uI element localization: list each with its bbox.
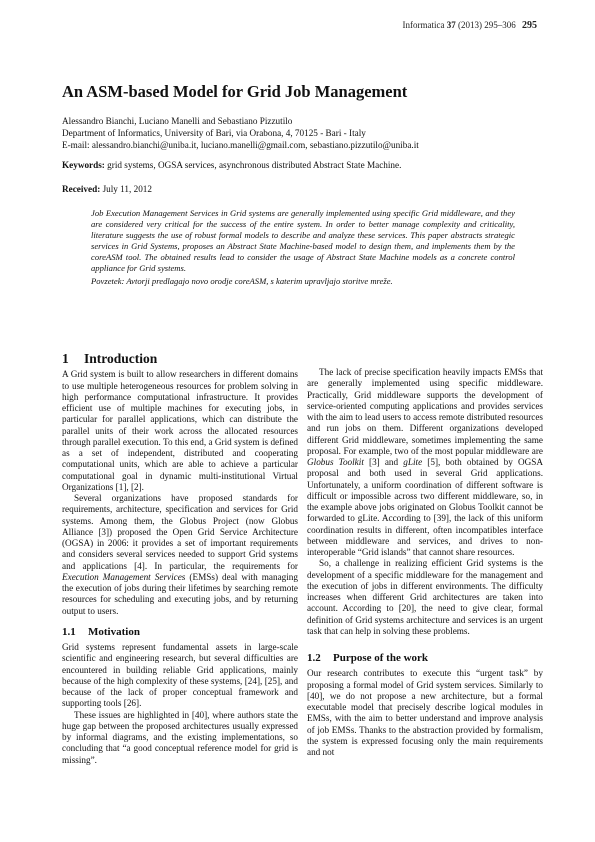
abstract-text: Job Execution Management Services in Grid systems are generally implemented using specific Grid middleware, and they are considered very critical for the success of the entire system. In order to better manage complexity and criticality, literature suggests the use of robust formal models to describe and analyze these services. This paper abstracts strategic services in Grid Systems, proposes an Abstract State Machine-based model to design them, and implements them by the coreASM tool. The obtained results lead to consider the usage of Abstract State Machine models as a concrete control appliance for Grid systems. <box>91 208 515 273</box>
intro-p3-text-b: [3] and <box>363 457 404 467</box>
abstract <box>91 208 515 287</box>
motivation-paragraph-1: Grid systems represent fundamental assets in large-scale scientific and engineering research, but several difficulties are encountered in building reliable Grid applications, mainly because of the high complexity of these systems, [24], [25], and because of the lack of proper conceptual framework and supporting tools [26]. <box>62 642 298 709</box>
keywords-text: grid systems, OGSA services, asynchronous distributed Abstract State Machine. <box>107 160 402 170</box>
journal-year-pages: (2013) 295–306 <box>458 20 516 30</box>
keywords <box>62 160 542 170</box>
journal-volume: 37 <box>446 20 456 30</box>
received-date <box>62 184 542 194</box>
right-column <box>307 353 543 758</box>
keywords-label: Keywords: <box>62 160 105 170</box>
section-heading-purpose <box>307 653 543 664</box>
intro-p3-emphasis-glite: gLite <box>403 457 423 467</box>
page-number: 295 <box>522 20 537 31</box>
subsection-title: Motivation <box>88 625 140 638</box>
motivation-paragraph-2: These issues are highlighted in [40], where authors state the huge gap between the proposed architectures usually expressed by informal diagrams, and the existing implementations, so concluding that “a good conceptual reference model for grid is missing”. <box>62 709 298 765</box>
subsection-title: Purpose of the work <box>333 652 429 664</box>
author-block <box>62 115 542 151</box>
author-names: Alessandro Bianchi, Luciano Manelli and Sebastiano Pizzutilo <box>62 116 293 126</box>
intro-p2-text-a: Several organizations have proposed standards for requirements, architecture, specification and services for Grid systems. Among them, the Globus Project (now Globus Alliance [3]) proposed the Open Grid Service Architecture (OGSA) in 2006: it provides a set of important requirements and considers several services needed to support Grid systems and applications [4]. In particular, the requirements for <box>62 493 298 571</box>
subsection-number: 1.2 <box>307 652 321 664</box>
subsection-number: 1.1 <box>62 625 76 638</box>
intro-p3-text-c: [5], both obtained by OGSA proposal and both used in several Grid applications. Unfortunately, a uniform coordination of different software is difficult or impossible across two different middleware, so, in the example above jobs originated on Globus Toolkit cannot be forwarded to gLite. According to [39], the lack of this uniform coordination results in different, often incompatibles interface between middleware and services, and drives to non-interoperable “Grid islands” that cannot share resources. <box>307 457 544 557</box>
intro-paragraph-1: A Grid system is built to allow researchers in different domains to use multiple heterogeneous resources for problem solving in high performance computational infrastructure. It provides efficient use of multiple machines for executing jobs, in particular for parallel applications, which can distribute the parallel units of their work across the allocated resources through parallel execution. To this end, a Grid system is defined as a set of independent, distributed and cooperating computational units, which are able to achieve a particular computational goal in dynamic multi-institutional Virtual Organizations [1], [2]. <box>62 369 298 492</box>
intro-p2-emphasis: Execution Management Services <box>62 571 186 582</box>
purpose-paragraph-1: Our research contributes to execute this “urgent task” by proposing a formal model of Grid system services. Similarly to [40], we do not propose a new architecture, but a formal executable model that precisely describe logical modules in EMSs, with the aim to better understand and improve analysis of job EMSs. Thanks to the abstraction provided by formalism, the system is expressed focusing only the main requirements and not <box>307 668 543 757</box>
received-text: July 11, 2012 <box>102 184 152 194</box>
author-emails: E-mail: alessandro.bianchi@uniba.it, luciano.manelli@gmail.com, sebastiano.pizzutilo@uniba.it <box>62 140 419 150</box>
abstract-povzetek: Povzetek: Avtorji predlagajo novo orodje coreASM, s katerim upravljajo storitve mreže. <box>91 276 393 286</box>
paper-title: An ASM-based Model for Grid Job Management <box>62 82 408 101</box>
intro-p2-text-b: (EMSs) deal with managing the execution of jobs during their lifetimes by searching remote resources for scheduling and executing jobs, and by returning output to users. <box>62 571 298 616</box>
section-heading-introduction <box>62 353 298 364</box>
journal-name: Informatica <box>402 20 445 30</box>
section-heading-motivation <box>62 627 298 638</box>
author-affiliation: Department of Informatics, University of Bari, via Orabona, 4, 70125 - Bari - Italy <box>62 128 366 138</box>
section-title: Introduction <box>84 351 158 366</box>
intro-paragraph-3 <box>307 367 543 558</box>
intro-paragraph-4: So, a challenge in realizing efficient Grid systems is the development of a specific middleware for the management and the execution of jobs in different environments. The difficulty increases when different Grid architectures are taken into account. According to [20], the need to give clear, formal definition of Grid systems architecture and services is an urgent task that can help in solving these problems. <box>307 558 543 636</box>
intro-p3-emphasis-globus: Globus Toolkit <box>307 457 364 467</box>
left-column <box>62 353 298 766</box>
intro-p3-text-a: The lack of precise specification heavily impacts EMSs that are generally implemented using specific middleware. Practically, Grid middleware supports the development of service-oriented computing applications and provides services with the aim to lead users to access remote distributed resources and run jobs on them. Different organizations developed different Grid middleware, sometimes implementing the same proposal. For example, two of the most popular middleware are <box>307 367 543 456</box>
intro-paragraph-2 <box>62 493 298 617</box>
received-label: Received: <box>62 184 101 194</box>
section-number: 1 <box>62 351 69 366</box>
running-header <box>403 20 537 31</box>
column-spacer <box>307 353 543 367</box>
